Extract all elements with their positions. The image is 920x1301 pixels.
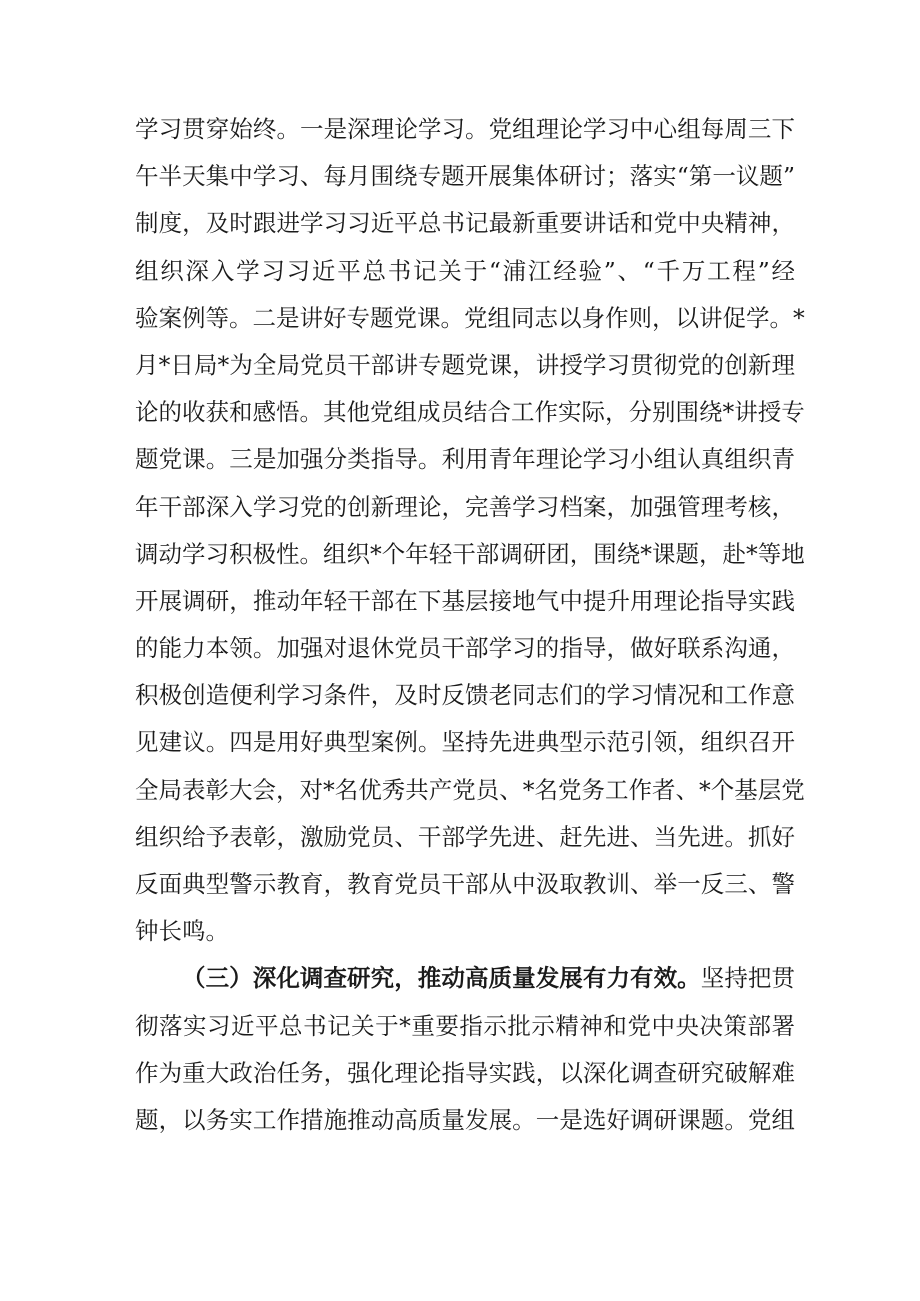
paragraph-line: 作为重大政治任务，强化理论指导实践，以深化调查研究破解难	[135, 1058, 795, 1087]
paragraph-line: 午半天集中学习、每月围绕专题开展集体研讨；落实“第一议题”	[135, 162, 795, 191]
paragraph-line: 反面典型警示教育，教育党员干部从中汲取教训、举一反三、警	[135, 870, 795, 898]
paragraph-research	[135, 955, 795, 1144]
paragraph-line: 开展调研，推动年轻干部在下基层接地气中提升用理论指导实践	[135, 586, 795, 615]
paragraph-learning	[135, 106, 805, 955]
paragraph-line: 题，以务实工作措施推动高质量发展。一是选好调研课题。党组	[135, 1105, 795, 1134]
document-body	[135, 106, 805, 1144]
section-heading: （三）深化调查研究，推动高质量发展有力有效。	[182, 964, 701, 993]
paragraph-line: 见建议。四是用好典型案例。坚持先进典型示范引领，组织召开	[135, 728, 795, 757]
paragraph-line: 钟长鸣。	[135, 917, 229, 946]
paragraph-line: 组织给予表彰，激励党员、干部学先进、赶先进、当先进。抓好	[135, 822, 795, 851]
paragraph-line: 制度，及时跟进学习习近平总书记最新重要讲话和党中央精神，	[135, 209, 795, 238]
paragraph-line: 全局表彰大会，对*名优秀共产党员、*名党务工作者、*个基层党	[135, 775, 805, 804]
paragraph-line: 年干部深入学习党的创新理论，完善学习档案，加强管理考核，	[135, 492, 795, 521]
paragraph-line: 组织深入学习习近平总书记关于“浦江经验”、“千万工程”经	[135, 256, 795, 285]
paragraph-line: 题党课。三是加强分类指导。利用青年理论学习小组认真组织青	[135, 445, 795, 474]
paragraph-line: 积极创造便利学习条件，及时反馈老同志们的学习情况和工作意	[135, 681, 795, 710]
paragraph-line: 彻落实习近平总书记关于*重要指示批示精神和党中央决策部署	[135, 1011, 795, 1040]
paragraph-line: 调动学习积极性。组织*个年轻干部调研团，围绕*课题，赴*等地	[135, 539, 805, 568]
paragraph-line: 学习贯穿始终。一是深理论学习。党组理论学习中心组每周三下	[135, 115, 795, 143]
paragraph-line: 的能力本领。加强对退休党员干部学习的指导，做好联系沟通，	[135, 634, 795, 663]
paragraph-line-rest: 坚持把贯	[700, 964, 796, 993]
section-heading-line	[135, 955, 795, 1002]
paragraph-line: 月*日局*为全局党员干部讲专题党课，讲授学习贯彻党的创新理	[135, 350, 795, 379]
paragraph-line: 论的收获和感悟。其他党组成员结合工作实际，分别围绕*讲授专	[135, 398, 805, 427]
paragraph-line: 验案例等。二是讲好专题党课。党组同志以身作则，以讲促学。*	[135, 303, 805, 332]
